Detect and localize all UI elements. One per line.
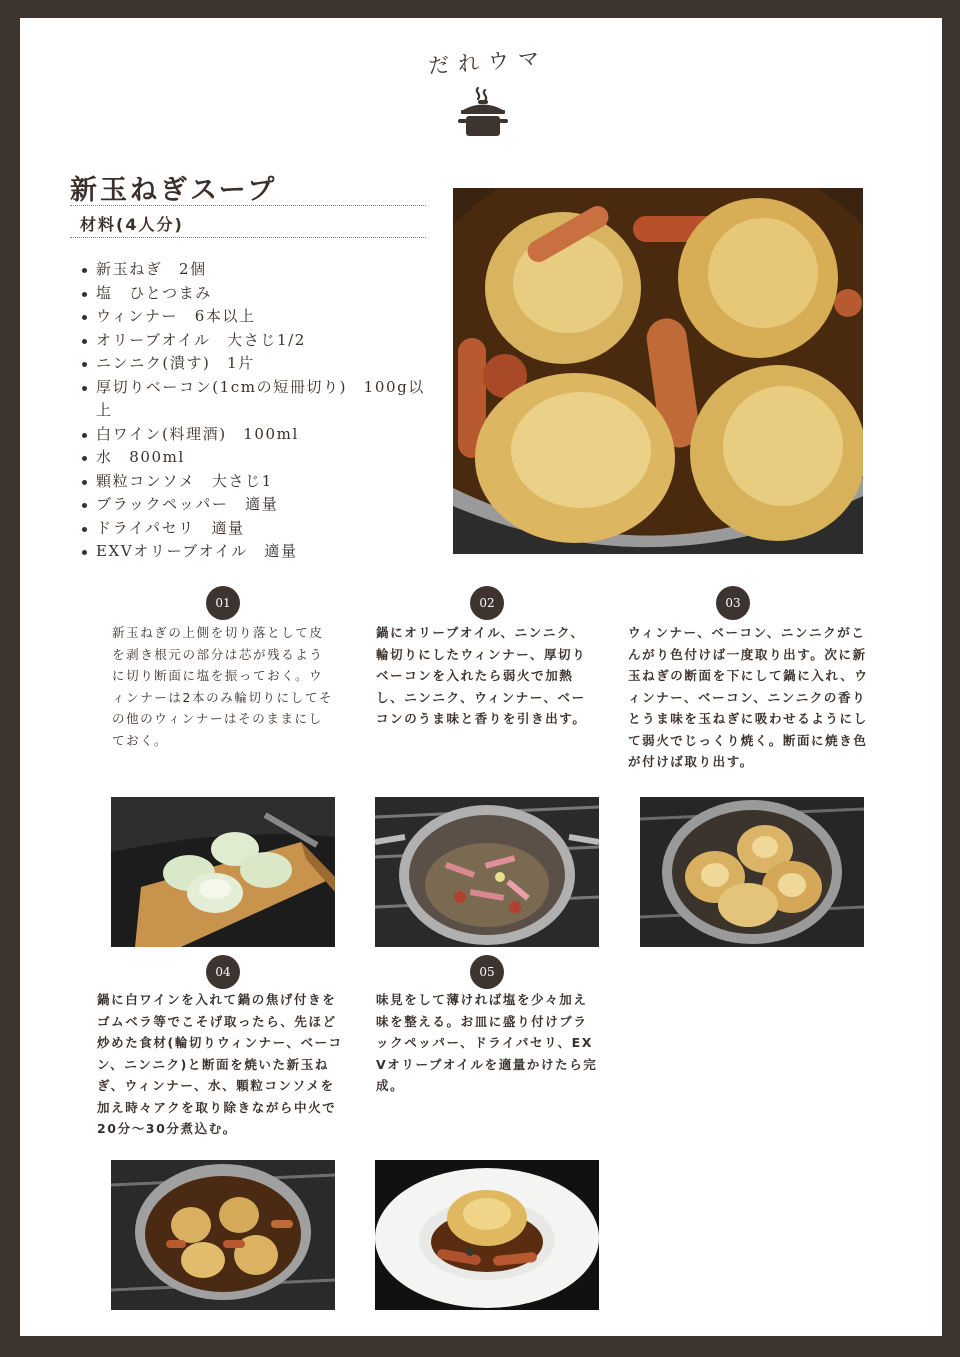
step-badge-03: 03: [716, 586, 750, 620]
step-photo-03: [640, 797, 864, 947]
ingredient-item: 新玉ねぎ 2個: [80, 258, 430, 282]
ingredient-item: 水 800ml: [80, 446, 430, 470]
ingredient-item: 顆粒コンソメ 大さじ1: [80, 470, 430, 494]
brand-logo-text: だれウマ: [427, 45, 549, 79]
steaming-pot-icon: [456, 86, 510, 138]
step-text-02: 鍋にオリーブオイル、ニンニク、輪切りにしたウィンナー、厚切りベーコンを入れたら弱火で加熱し、ニンニク、ウィンナー、ベーコンのうま味と香りを引き出す。: [376, 625, 587, 726]
step-photo-02: [375, 797, 599, 947]
step-badge-02: 02: [470, 586, 504, 620]
ingredient-item: ドライパセリ 適量: [80, 517, 430, 541]
ingredient-item: 厚切りベーコン(1cmの短冊切り) 100g以上: [80, 376, 430, 423]
step-photo-01: [111, 797, 335, 947]
recipe-title: 新玉ねぎスープ: [70, 175, 278, 206]
step-text-04: 鍋に白ワインを入れて鍋の焦げ付きをゴムベラ等でこそげ取ったら、先ほど炒めた食材(輪切りウィンナー、ベーコン、ニンニク)と断面を焼いた新玉ねぎ、ウィンナー、水、顆粒コンソメを加え時々アクを取り除きながら中火で20分～30分煮込む。: [97, 992, 343, 1136]
step-text-05: 味見をして薄ければ塩を少々加え味を整える。お皿に盛り付けブラックペッパー、ドライパセリ、EXVオリーブオイルを適量かけたら完成。: [376, 992, 598, 1093]
ingredient-item: 白ワイン(料理酒) 100ml: [80, 423, 430, 447]
heading-divider: [70, 237, 426, 238]
step-badge-05: 05: [470, 955, 504, 989]
ingredient-item: オリーブオイル 大さじ1/2: [80, 329, 430, 353]
step-badge-01: 01: [206, 586, 240, 620]
step-photo-04: [111, 1160, 335, 1310]
ingredient-item: ウィンナー 6本以上: [80, 305, 430, 329]
hero-photo: [453, 188, 863, 554]
title-divider: [70, 205, 426, 206]
ingredient-item: ブラックペッパー 適量: [80, 493, 430, 517]
step-photo-05: [375, 1160, 599, 1310]
step-text-03: ウィンナー、ベーコン、ニンニクがこんがり色付けば一度取り出す。次に新玉ねぎの断面を下にして鍋に入れ、ウィンナー、ベーコン、ニンニクの香りとうま味を玉ねぎに吸わせるようにして弱火でじっくり焼く。断面に焼き色が付けば取り出す。: [628, 625, 869, 769]
ingredient-item: ニンニク(潰す) 1片: [80, 352, 430, 376]
ingredients-list: [80, 258, 430, 564]
ingredients-heading: 材料(4人分): [80, 215, 184, 234]
step-text-01: 新玉ねぎの上側を切り落として皮を剥き根元の部分は芯が残るように切り断面に塩を振っておく。ウィンナーは2本のみ輪切りにしてその他のウィンナーはそのままにしておく。: [112, 625, 334, 748]
ingredient-item: 塩 ひとつまみ: [80, 282, 430, 306]
recipe-page: [20, 18, 942, 1336]
ingredient-item: EXVオリーブオイル 適量: [80, 540, 430, 564]
step-badge-04: 04: [206, 955, 240, 989]
